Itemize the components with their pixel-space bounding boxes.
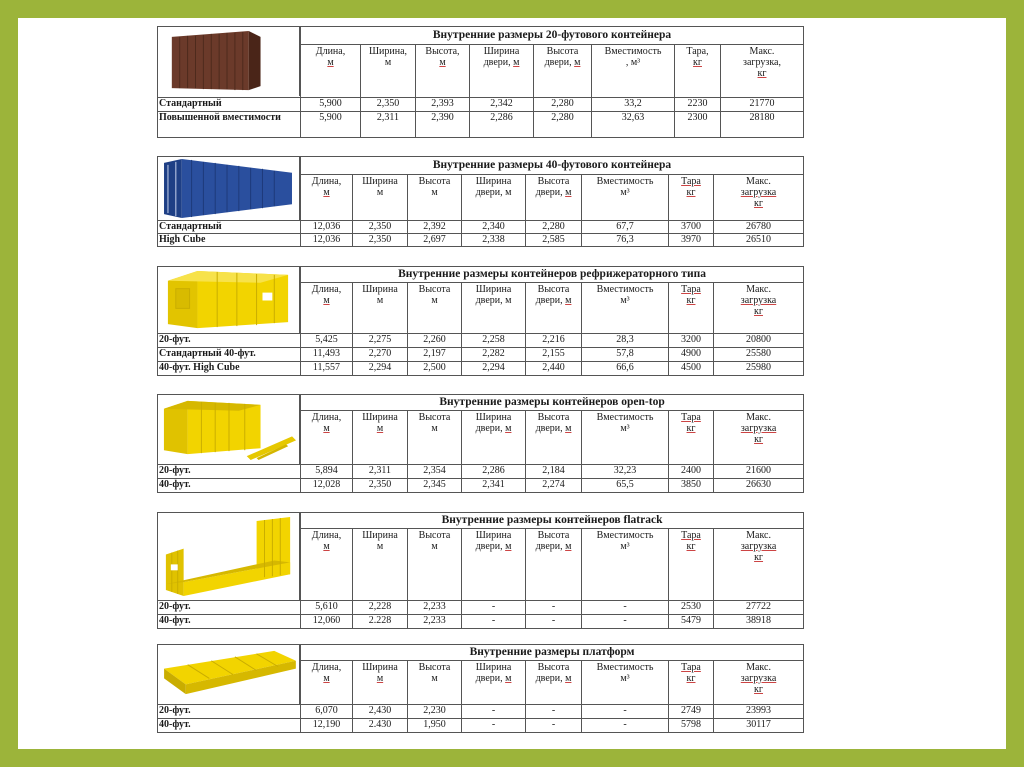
header-length: Длина, м <box>301 529 353 601</box>
header-tare: Тара кг <box>669 283 714 334</box>
brown-container-icon <box>157 26 300 96</box>
header-door-height: Высота двери, м <box>534 45 592 98</box>
header-height: Высота м <box>408 661 462 705</box>
header-length: Длина, м <box>301 283 353 334</box>
header-door-width: Ширина двери, м <box>462 175 526 221</box>
header-tare: Тара кг <box>669 175 714 221</box>
header-door-width: Ширина двери, м <box>462 411 526 465</box>
table-row: High Cube 12,036 2,350 2,697 2,338 2,585 76,3 3970 26510 <box>158 234 804 247</box>
header-max-load: Макс. загрузка кг <box>714 661 804 705</box>
header-door-height: Высота двери, м <box>526 411 582 465</box>
table-row: 20-фут. 6,070 2,430 2,230 - - - 2749 23993 <box>158 705 804 719</box>
table-title: Внутренние размеры 40-футового контейнера <box>301 157 804 175</box>
header-tare: Тара кг <box>669 529 714 601</box>
header-length: Длина, м <box>301 175 353 221</box>
table-row: 20-фут. 5,610 2,228 2,233 - - - 2530 27722 <box>158 601 804 615</box>
header-width: Ширина м <box>353 411 408 465</box>
header-max-load: Макс. загрузка, кг <box>721 45 804 98</box>
header-height: Высота м <box>408 283 462 334</box>
table-title: Внутренние размеры контейнеров open-top <box>301 395 804 411</box>
header-height: Высота м <box>408 175 462 221</box>
header-length: Длина, м <box>301 45 361 98</box>
yellow-flatrack-icon <box>157 512 300 600</box>
table-row: 20-фут. 5,894 2,311 2,354 2,286 2,184 32,23 2400 21600 <box>158 465 804 479</box>
header-door-width: Ширина двери, м <box>462 529 526 601</box>
header-height: Высота, м <box>416 45 470 98</box>
header-tare: Тара, кг <box>675 45 721 98</box>
header-capacity: Вместимость м³ <box>582 283 669 334</box>
header-max-load: Макс. загрузка кг <box>714 411 804 465</box>
container-spec-sheet <box>157 26 805 746</box>
header-width: Ширина м <box>353 283 408 334</box>
header-capacity: Вместимость м³ <box>582 175 669 221</box>
header-door-height: Высота двери, м <box>526 661 582 705</box>
table-row: Стандартный 12,036 2,350 2,392 2,340 2,280 67,7 3700 26780 <box>158 221 804 234</box>
header-door-height: Высота двери, м <box>526 283 582 334</box>
header-tare: Тара кг <box>669 411 714 465</box>
header-width: Ширина, м <box>361 45 416 98</box>
yellow-opentop-icon <box>157 394 300 464</box>
header-capacity: Вместимость м³ <box>582 411 669 465</box>
blue-container-icon <box>157 156 300 220</box>
header-length: Длина, м <box>301 661 353 705</box>
table-row: Стандартный 40-фут. 11,493 2,270 2,197 2,282 2,155 57,8 4900 25580 <box>158 348 804 362</box>
header-max-load: Макс. загрузка кг <box>714 529 804 601</box>
header-height: Высота м <box>408 529 462 601</box>
header-width: Ширина м <box>353 661 408 705</box>
table-row: Стандартный 5,900 2,350 2,393 2,342 2,280 33,2 2230 21770 <box>158 98 804 112</box>
yellow-platform-icon <box>157 644 300 704</box>
header-door-height: Высота двери, м <box>526 529 582 601</box>
table-row: 40-фут. 12,028 2,350 2,345 2,341 2,274 65,5 3850 26630 <box>158 479 804 493</box>
header-capacity: Вместимость , м³ <box>592 45 675 98</box>
table-row: 20-фут. 5,425 2,275 2,260 2,258 2,216 28,3 3200 20800 <box>158 334 804 348</box>
header-max-load: Макс. загрузка кг <box>714 283 804 334</box>
header-width: Ширина м <box>353 175 408 221</box>
header-length: Длина, м <box>301 411 353 465</box>
header-door-width: Ширина двери, м <box>470 45 534 98</box>
header-height: Высота м <box>408 411 462 465</box>
table-title: Внутренние размеры контейнеров рефрижераторного типа <box>301 267 804 283</box>
table-title: Внутренние размеры 20-футового контейнера <box>301 27 804 45</box>
header-capacity: Вместимость м³ <box>582 661 669 705</box>
table-row: 40-фут. 12,060 2.228 2,233 - - - 5479 38918 <box>158 615 804 629</box>
header-width: Ширина м <box>353 529 408 601</box>
header-max-load: Макс. загрузка кг <box>714 175 804 221</box>
table-title: Внутренние размеры платформ <box>301 645 804 661</box>
header-capacity: Вместимость м³ <box>582 529 669 601</box>
table-row: Повышенной вместимости 5,900 2,311 2,390 2,286 2,280 32,63 2300 28180 <box>158 112 804 138</box>
table-row: 40-фут. High Cube 11,557 2,294 2,500 2,294 2,440 66,6 4500 25980 <box>158 362 804 376</box>
yellow-reefer-icon <box>157 266 300 333</box>
header-door-width: Ширина двери, м <box>462 661 526 705</box>
table-title: Внутренние размеры контейнеров flatrack <box>301 513 804 529</box>
header-tare: Тара кг <box>669 661 714 705</box>
table-row: 40-фут. 12,190 2.430 1,950 - - - 5798 30117 <box>158 719 804 733</box>
header-door-height: Высота двери, м <box>526 175 582 221</box>
header-door-width: Ширина двери, м <box>462 283 526 334</box>
